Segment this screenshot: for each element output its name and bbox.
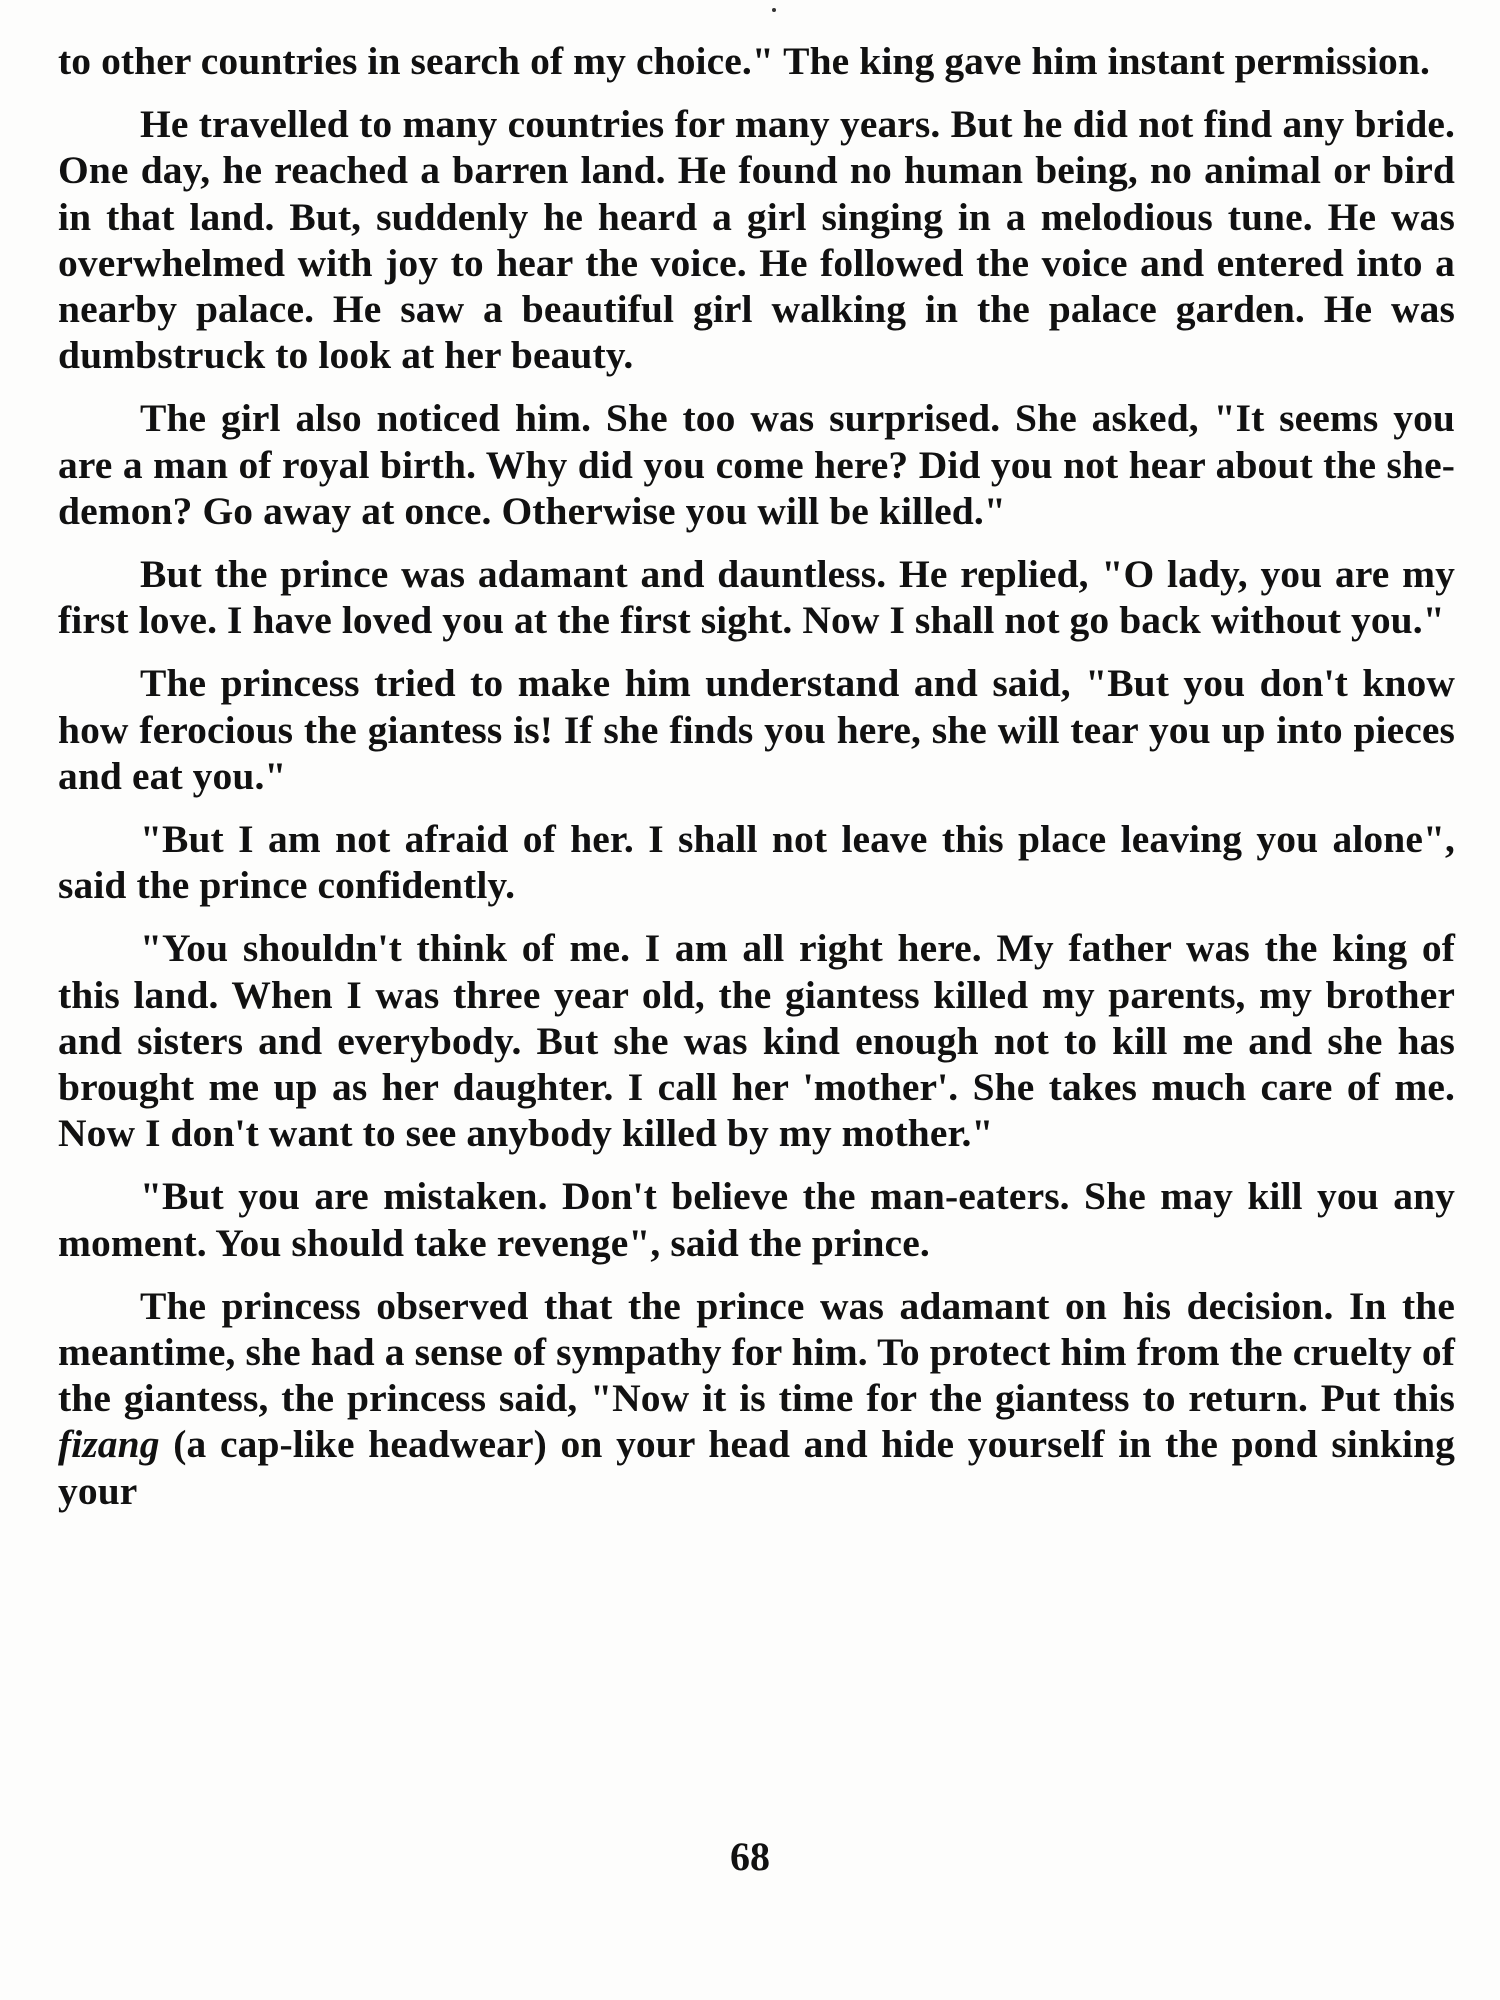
paragraph-9-text-b: (a cap-like headwear) on your head and hide yourself in the pond sinking your — [58, 1422, 1455, 1513]
paragraph-5: The princess tried to make him understand and said, "But you don't know how ferocious the giantess is! If she finds you here, she will tear you up into pieces and eat you." — [58, 661, 1455, 798]
paragraph-8: "But you are mistaken. Don't believe the man-eaters. She may kill you any moment. You should take revenge", said the prince. — [58, 1174, 1455, 1265]
paragraph-6: "But I am not afraid of her. I shall not leave this place leaving you alone", said the prince confidently. — [58, 817, 1455, 908]
paragraph-4: But the prince was adamant and dauntless. He replied, "O lady, you are my first love. I have loved you at the first sight. Now I shall not go back without you." — [58, 552, 1455, 643]
paragraph-9 — [58, 1283, 1455, 1514]
ink-dot — [772, 8, 776, 12]
paragraph-3: The girl also noticed him. She too was surprised. She asked, "It seems you are a man of royal birth. Why did you come here? Did you not hear about the she-demon? Go away at once. Otherwise you will be killed." — [58, 396, 1455, 533]
italic-term-fizang: fizang — [58, 1422, 160, 1467]
paragraph-9-text-a: The princess observed that the prince was adamant on his decision. In the meantime, she had a sense of sympathy for him. To protect him from the cruelty of the giantess, the princess said, "Now it is time for the giantess to return. Put this — [58, 1283, 1455, 1421]
paragraph-7: "You shouldn't think of me. I am all right here. My father was the king of this land. When I was three year old, the giantess killed my parents, my brother and sisters and everybody. But she was kind enough not to kill me and she has brought me up as her daughter. I call her 'mother'. She takes much care of me. Now I don't want to see anybody killed by my mother." — [58, 926, 1455, 1156]
body-text — [58, 38, 1455, 1531]
paragraph-1: to other countries in search of my choice." The king gave him instant permission. — [58, 39, 1430, 83]
page-number: 68 — [730, 1834, 770, 1879]
paragraph-2: He travelled to many countries for many years. But he did not find any bride. One day, he reached a barren land. He found no human being, no animal or bird in that land. But, suddenly he heard a girl singing in a melodious tune. He was overwhelmed with joy to hear the voice. He followed the voice and entered into a nearby palace. He saw a beautiful girl walking in the palace garden. He was dumbstruck to look at her beauty. — [58, 102, 1455, 378]
